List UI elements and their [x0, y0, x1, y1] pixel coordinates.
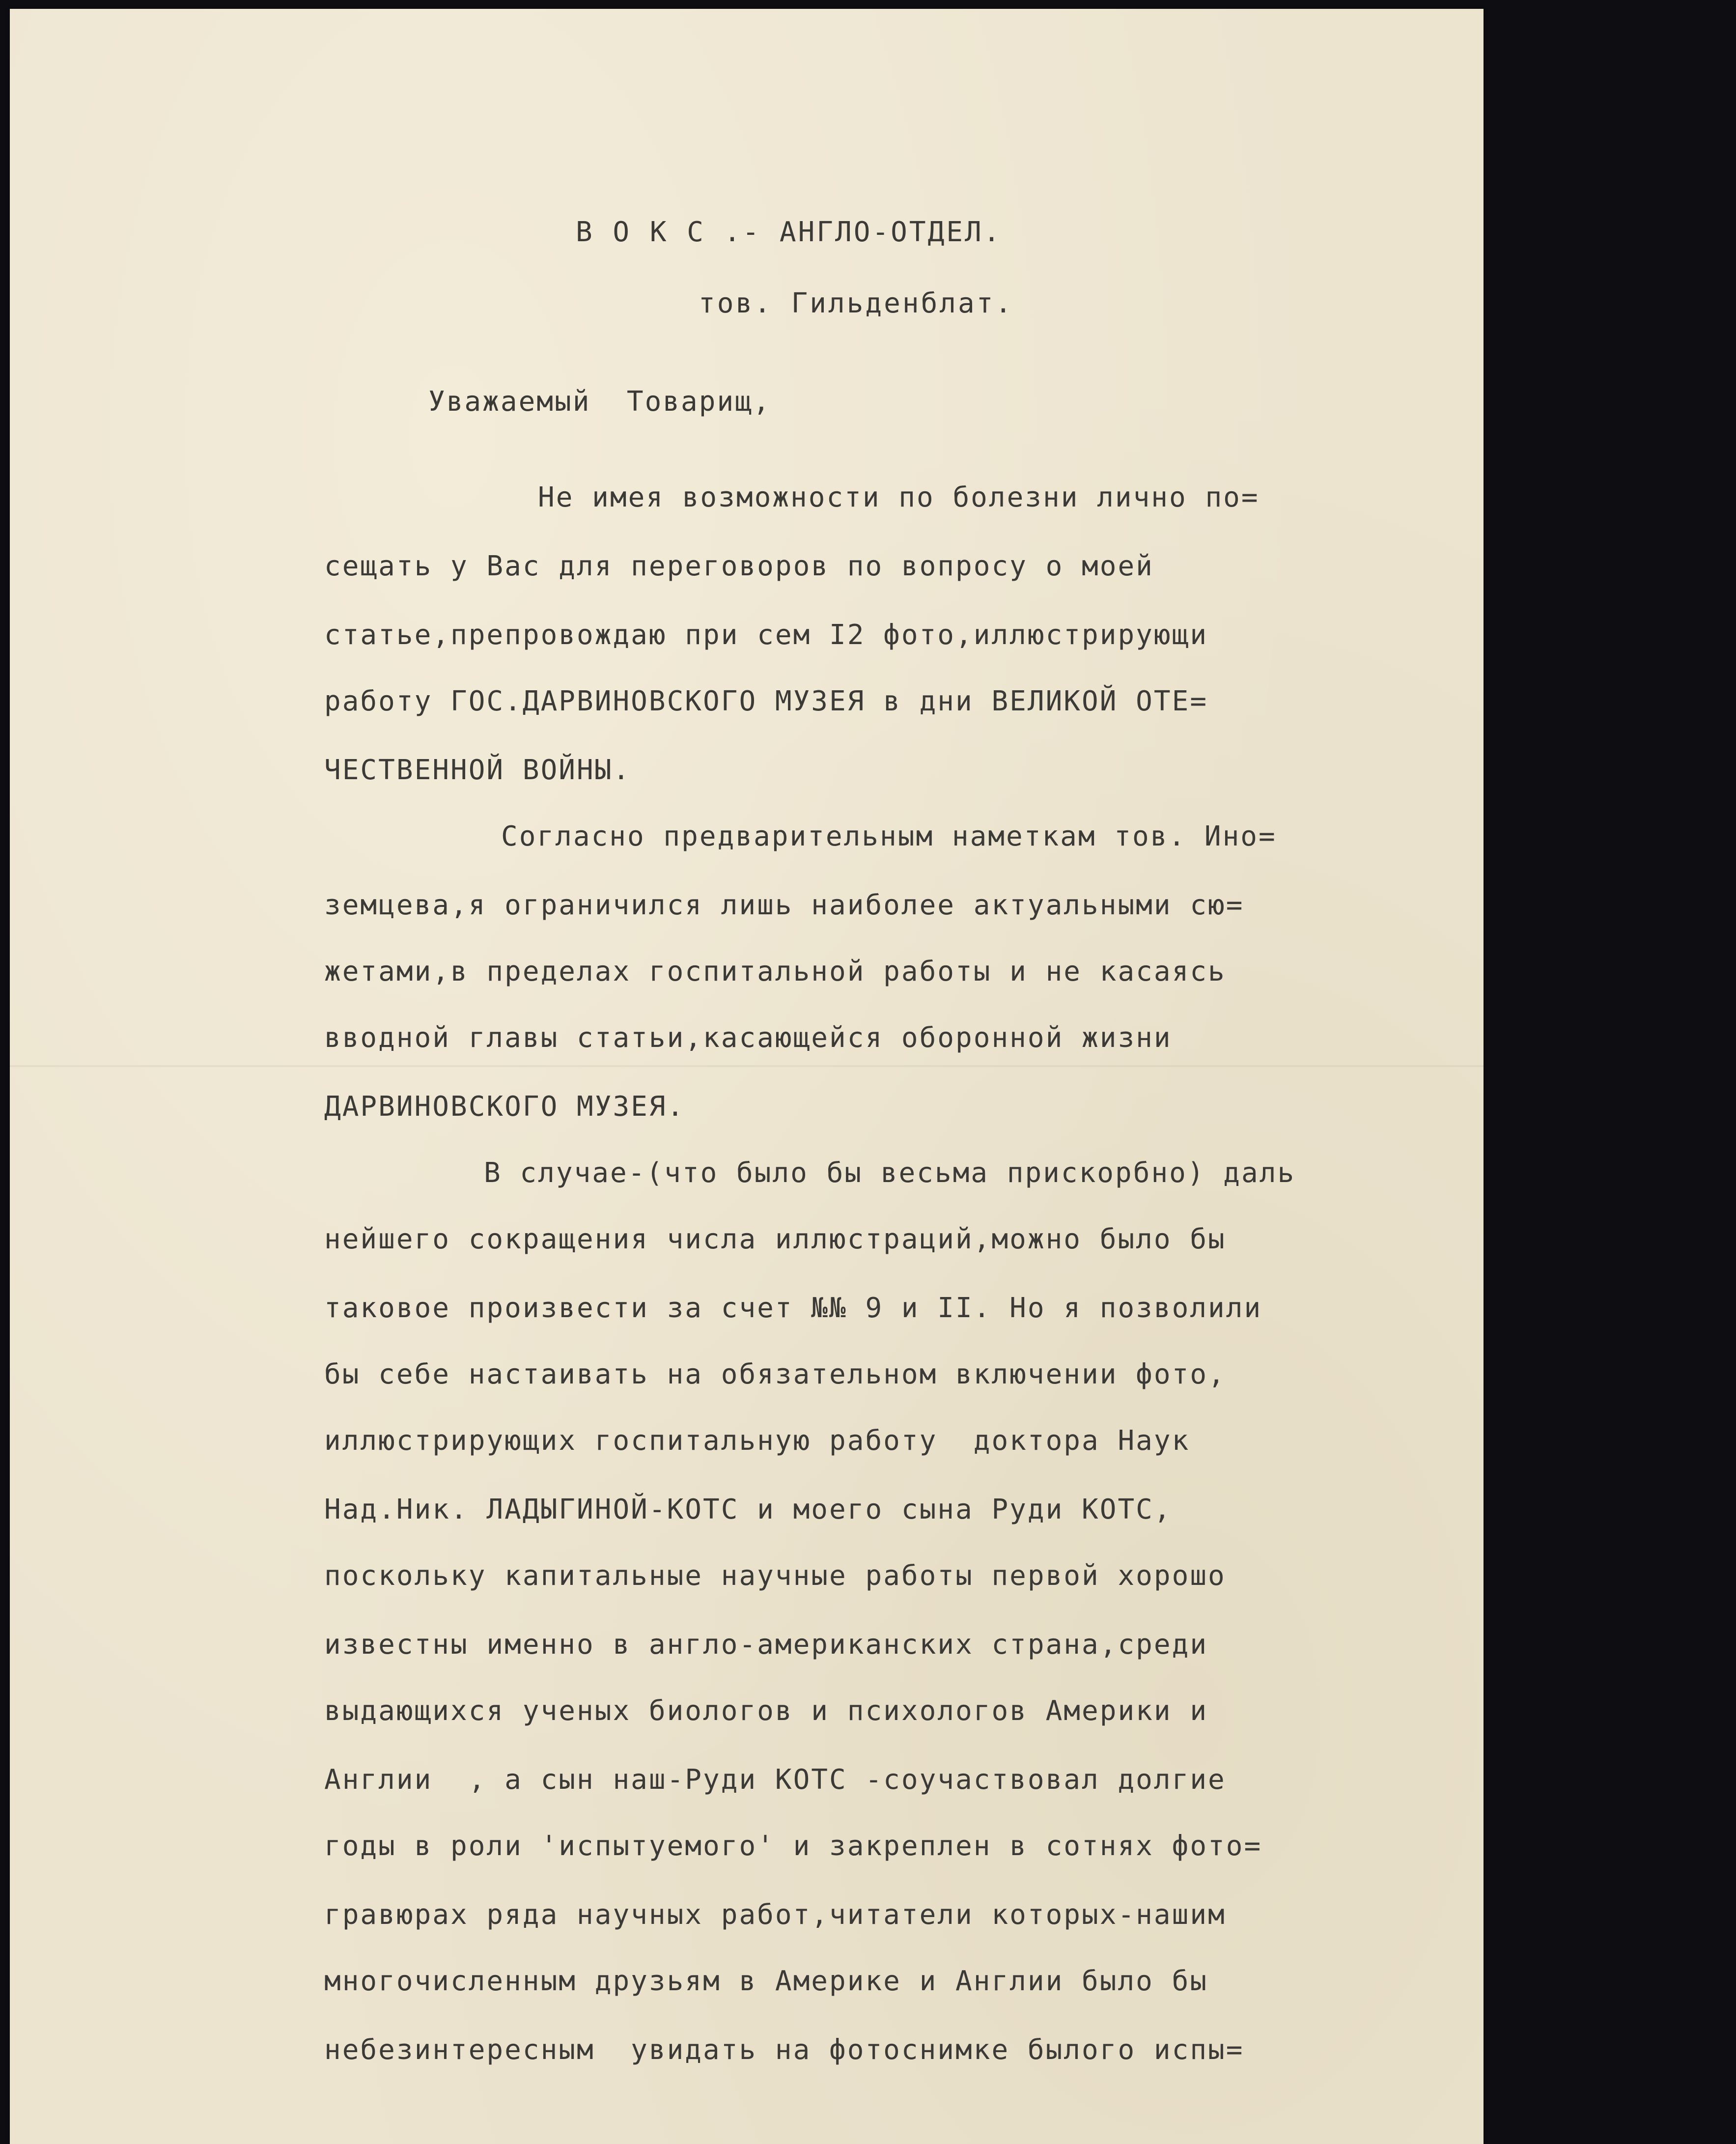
- body-line: гравюрах ряда научных работ,читатели которых-нашим: [324, 1899, 1226, 1931]
- body-line: таковое произвести за счет №№ 9 и II. Но я позволили: [324, 1292, 1262, 1324]
- body-line: Англии , а сын наш-Руди КОТС -соучаствовал долгие: [324, 1764, 1226, 1796]
- header-addressee: тов. Гильденблат.: [699, 287, 1014, 319]
- body-line: сещать у Вас для переговоров по вопросу о моей: [324, 550, 1154, 582]
- body-line: Согласно предварительным наметкам тов. Ино=: [501, 820, 1277, 852]
- body-line: работу ГОС.ДАРВИНОВСКОГО МУЗЕЯ в дни ВЕЛИКОЙ ОТЕ=: [324, 685, 1208, 717]
- body-line: известны именно в англо-американских страна,среди: [324, 1629, 1208, 1661]
- body-line: В случае-(что было бы весьма прискорбно) даль: [484, 1157, 1296, 1189]
- body-line: небезинтересным увидать на фотоснимке былого испы=: [324, 2034, 1244, 2066]
- body-line: Не имея возможности по болезни лично по=: [538, 481, 1260, 513]
- body-line: нейшего сокращения числа иллюстраций,можно было бы: [324, 1223, 1226, 1255]
- body-line: ДАРВИНОВСКОГО МУЗЕЯ.: [324, 1091, 685, 1123]
- salutation: Уважаемый Товарищ,: [428, 386, 771, 418]
- body-line: статье,препровождаю при сем I2 фото,иллюстрирующи: [324, 619, 1208, 651]
- body-line: выдающихся ученых биологов и психологов Америки и: [324, 1695, 1208, 1727]
- body-line: бы себе настаивать на обязательном включении фото,: [324, 1358, 1226, 1390]
- paper-sheet: [10, 9, 1484, 2144]
- body-line: годы в роли 'испытуемого' и закреплен в сотнях фото=: [324, 1830, 1262, 1862]
- header-organization: В О К С .- АНГЛО-ОТДЕЛ.: [576, 216, 1002, 248]
- body-line: многочисленным друзьям в Америке и Англии было бы: [324, 1965, 1208, 1997]
- body-line: поскольку капитальные научные работы первой хорошо: [324, 1560, 1226, 1592]
- paper-fold: [10, 1065, 1484, 1067]
- body-line: вводной главы статьи,касающейся оборонной жизни: [324, 1022, 1172, 1054]
- body-line: жетами,в пределах госпитальной работы и не касаясь: [324, 956, 1226, 987]
- body-line: Над.Ник. ЛАДЫГИНОЙ-КОТС и моего сына Руди КОТС,: [324, 1494, 1172, 1525]
- body-line: земцева,я ограничился лишь наиболее актуальными сю=: [324, 889, 1244, 921]
- body-line: иллюстрирующих госпитальную работу доктора Наук: [324, 1425, 1190, 1457]
- body-line: ЧЕСТВЕННОЙ ВОЙНЫ.: [324, 754, 631, 786]
